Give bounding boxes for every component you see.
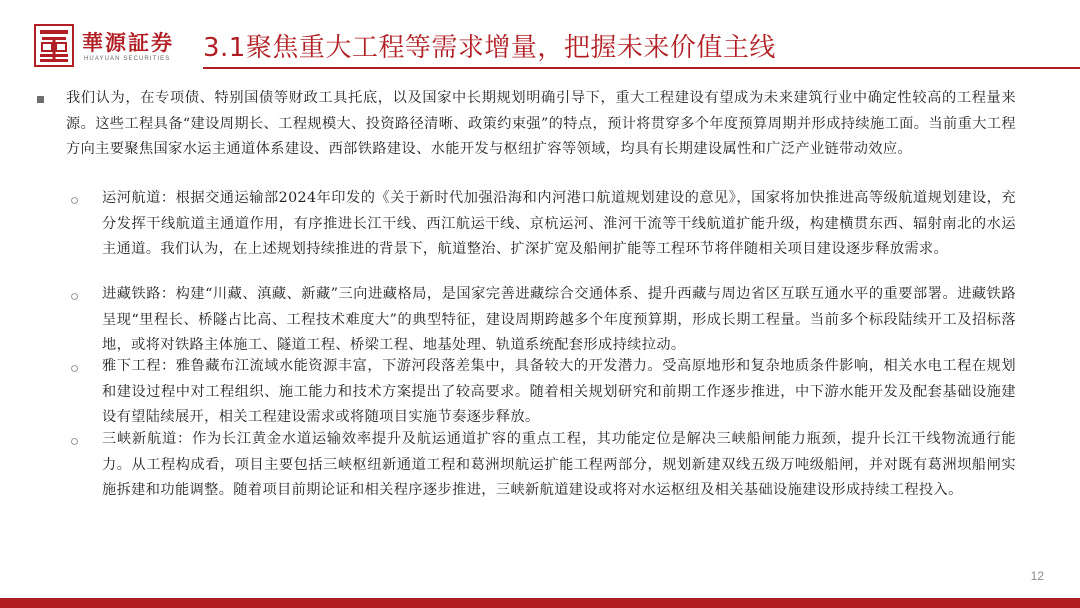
list-item-tibet-railway xyxy=(102,282,1016,359)
item-label: 进藏铁路： xyxy=(102,286,176,302)
item-label: 运河航道： xyxy=(102,190,176,206)
page-number: 12 xyxy=(1030,569,1044,583)
title-underline xyxy=(203,67,1080,69)
footer-bar xyxy=(0,598,1080,608)
item-text: 雅鲁藏布江流域水能资源丰富，下游河段落差集中，具备较大的开发潜力。受高原地形和复杂地质条件影响，相关水电工程在规划和建设过程中对工程组织、施工能力和技术方案提出了较高要求。随着相关规划研究和前期工作逐步推进，中下游水能开发及配套基础设施建设有望陆续展开，相关工程建设需求或将随项目实施节奏逐步释放。 xyxy=(102,358,1016,426)
square-bullet-icon xyxy=(37,96,44,103)
item-text: 作为长江黄金水道运输效率提升及航运通道扩容的重点工程，其功能定位是解决三峡船闸能力瓶颈，提升长江干线物流通行能力。从工程构成看，项目主要包括三峡枢纽新通道工程和葛洲坝航运扩能工程两部分，规划新建双线五级万吨级船闸，并对既有葛洲坝船闸实施拆建和功能调整。随着项目前期论证和相关程序逐步推进，三峡新航道建设或将对水运枢纽及相关基础设施建设形成持续工程投入。 xyxy=(102,431,1016,499)
item-text: 根据交通运输部2024年印发的《关于新时代加强沿海和内河港口航道规划建设的意见》，国家将加快推进高等级航道规划建设，充分发挥干线航道主通道作用，有序推进长江干线、西江航运干线、京杭运河、淮河干流等干线航道扩能升级，构建横贯东西、辐射南北的水运主通道。我们认为，在上述规划持续推进的背景下，航道整治、扩深扩宽及船闸扩能等工程环节将伴随相关项目建设逐步释放需求。 xyxy=(102,190,1016,258)
intro-paragraph: 我们认为，在专项债、特别国债等财政工具托底，以及国家中长期规划明确引导下，重大工程建设有望成为未来建筑行业中确定性较高的工程量来源。这些工程具备“建设周期长、工程规模大、投资路径清晰、政策约束强”的特点，预计将贯穿多个年度预算周期并形成持续施工面。当前重大工程方向主要聚焦国家水运主通道体系建设、西部铁路建设、水能开发与枢纽扩容等领域，均具有长期建设属性和广泛产业链带动效应。 xyxy=(66,90,1016,158)
huayuan-logo-icon xyxy=(34,24,74,67)
item-label: 雅下工程： xyxy=(102,358,176,374)
circle-bullet-icon xyxy=(71,365,78,372)
slide-title: 3.1聚焦重大工程等需求增量，把握未来价值主线 xyxy=(203,33,776,63)
circle-bullet-icon xyxy=(71,438,78,445)
list-item-three-gorges-channel xyxy=(102,427,1016,504)
brand-name-en: HUAYUAN SECURITIES xyxy=(84,56,171,62)
item-label: 三峡新航道： xyxy=(102,431,192,447)
brand-name-cn: 華源証券 xyxy=(82,30,174,55)
list-item-canal xyxy=(102,186,1016,263)
slide-header xyxy=(0,0,1080,76)
item-text: 构建“川藏、滇藏、新藏”三向进藏格局，是国家完善进藏综合交通体系、提升西藏与周边省区互联互通水平的重要部署。进藏铁路呈现“里程长、桥隧占比高、工程技术难度大”的典型特征，建设周期跨越多个年度预算期，形成长期工程量。当前多个标段陆续开工及招标落地，或将对铁路主体施工、隧道工程、桥梁工程、地基处理、轨道系统配套形成持续拉动。 xyxy=(102,286,1016,354)
circle-bullet-icon xyxy=(71,293,78,300)
circle-bullet-icon xyxy=(71,197,78,204)
list-item-yaxia-project xyxy=(102,354,1016,431)
